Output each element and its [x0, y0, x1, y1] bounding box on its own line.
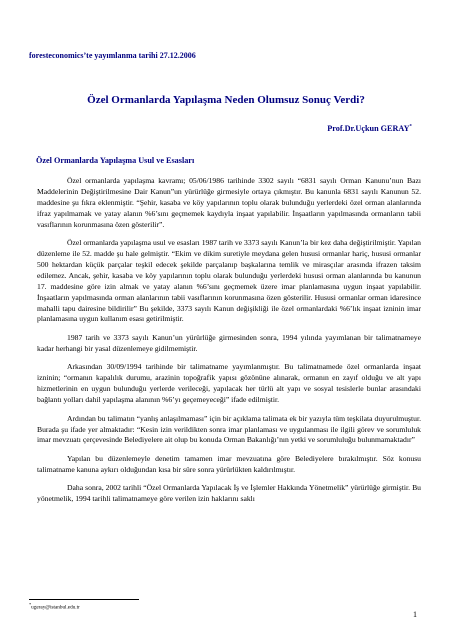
page-number: 1 [413, 610, 417, 619]
paragraph: Özel ormanlarda yapılaşma usul ve esasları 1987 tarih ve 3373 sayılı Kanun’la bir kez daha değiştirilmiştir. Yapılan düzenleme ile 52. madde şu hale gelmiştir. “Ekim ve dikim suretiyle meydana gelen hususi ormanlar hariç, hususi ormanlar 500 hektardan küçük parçalar teşkil edecek şekilde parçalanıp başkalarına temlik ve mirasçılar arasında ifrazen taksim edilemez. Ancak, şehir, kasaba ve köy yapılarının toplu olarak bulunduğu yerlerdeki hususi orman alanlarında bu kanunun 17. maddesine göre izin almak ve yatay alanın %6’sını geçmemek üzere imar planlamasına uygun inşaat yapılabilir. İnşaatların yapılmasında orman alanlarının tabii vasıflarının korunmasına özen gösterilir. Hususi ormanlar orman idaresince mahalli tapu dairesine bildirilir” Bu şekilde, 3373 sayılı Kanun değişikliği ile özel ormanlardaki %6’lık inşaat izninin imar planlamasına uygun kullanım esası getirilmiştir. [37, 238, 421, 324]
paragraph: 1987 tarih ve 3373 sayılı Kanun’un yürürlüğe girmesinden sonra, 1994 yılında yayımlanan bir talimatnameye kadar herhangi bir yasal düzenlemeye gidilmemiştir. [37, 332, 421, 353]
page-title: Özel Ormanlarda Yapılaşma Neden Olumsuz Sonuç Verdi? [87, 94, 365, 106]
footnote-email: ugeray@istanbul.edu.tr [31, 604, 80, 611]
author-name: Prof.Dr.Uçkun GERAY [327, 124, 410, 133]
footnote-mark: * [29, 602, 32, 607]
footnote-divider [29, 599, 139, 600]
section-heading: Özel Ormanlarda Yapılaşma Usul ve Esasları [36, 156, 195, 165]
footnote-marker: * [409, 124, 412, 130]
paragraph: Daha sonra, 2002 tarihli “Özel Ormanlarda Yapılacak İş ve İşlemler Hakkında Yönetmelik” yürürlüğe girmiştir. Bu yönetmelik, 1994 tarihli talimatnameye göre verilen izin haklarını saklı [37, 483, 421, 504]
publication-note: foresteconomics’te yayımlanma tarihi 27.12.2006 [29, 51, 196, 60]
author-line [327, 124, 412, 133]
body-text [37, 176, 421, 505]
paragraph: Arkasından 30/09/1994 tarihinde bir talimatname yayımlanmıştır. Bu talimatnamede özel ormanlarda inşaat izninin; “ormanın kapalılık durumu, arazinin topoğrafik yapısı gözönüne alınarak, ormanın en zayıf olduğu ve alt yapı hizmetlerinin en uygun bulunduğu yerlerde verileceği, yapılacak her türlü alt yapı ve sosyal tesislerle bunlar arasındaki bağlantı yolları dahil yapılaşma alanının %6’yı geçemeyeceği” ifade edilmiştir. [37, 362, 421, 405]
paragraph: Ardından bu talimatın “yanlış anlaşılmaması” için bir açıklama talimata ek bir yazıyla tüm teşkilata duyurulmuştur. Burada şu ifade yer almaktadır: “Kesin izin verildikten sonra imar planlaması ve uygulanması ile ilgili görev ve sorumluluk imar mevzuatı çerçevesinde Belediyelere ait olup bu konuda Orman Bakanlığı’nın yetki ve sorumluluğu bulunmamaktadır” [37, 413, 421, 445]
paragraph: Yapılan bu düzenlemeyle denetim tamamen imar mevzuatına göre Belediyelere bırakılmıştır. Söz konusu talimatname kanuna aykırı olduğundan kısa bir süre sonra yürürlükten kaldırılmıştır. [37, 453, 421, 474]
paragraph: Özel ormanlarda yapılaşma kavramı; 05/06/1986 tarihinde 3302 sayılı “6831 sayılı Orman Kanunu’nun Bazı Maddelerinin Değiştirilmesine Dair Kanun”un yürürlüğe girmesiyle ortaya çıkmıştır. Bu kanunla 6831 sayılı Kanunun 52. maddesine şu fıkra eklenmiştir. “Şehir, kasaba ve köy yapılarının toplu olarak bulunduğu yerlerdeki özel orman alanlarında ifraz yapılmamak ve yatay alanın %6’sını geçmemek kaydıyla inşaat yapılabilir. İnşaatların yapılmasında ormanların tabii vasıflarının korunmasına özen gösterilir”. [37, 176, 421, 229]
footnote [29, 602, 80, 611]
